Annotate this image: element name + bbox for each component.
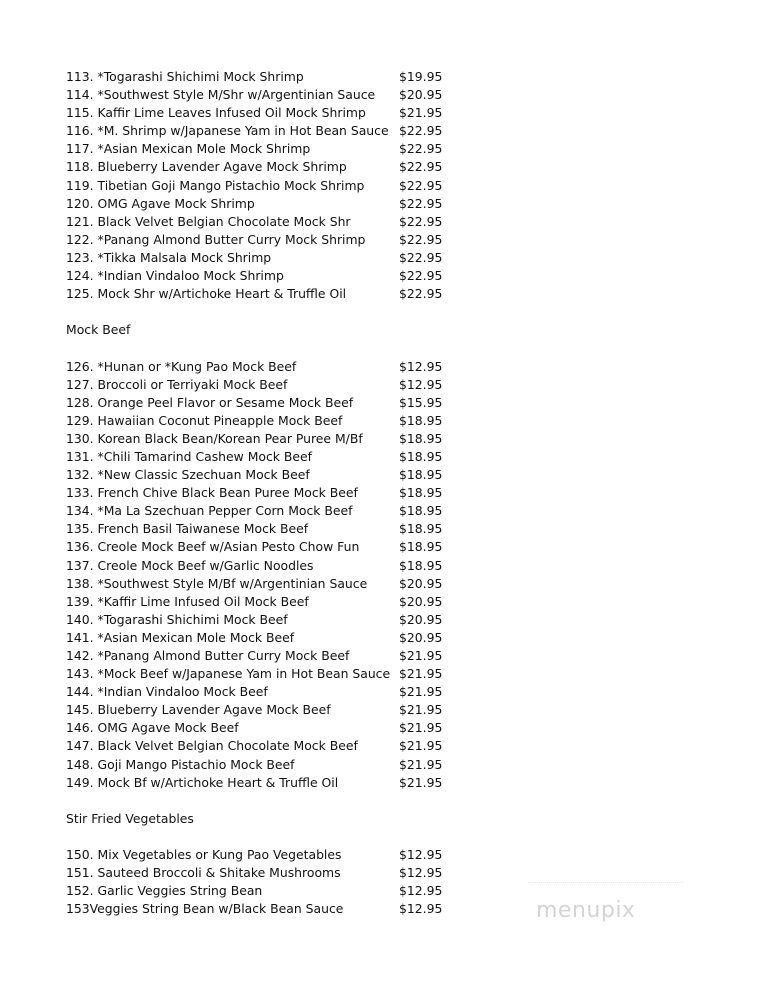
item-price: $18.95 xyxy=(399,448,443,464)
list-item xyxy=(66,611,466,629)
list-item xyxy=(66,86,466,104)
item-price: $20.95 xyxy=(399,593,443,609)
list-item xyxy=(66,502,466,520)
item-name: 130. Korean Black Bean/Korean Pear Puree M/Bf xyxy=(66,430,363,446)
item-name: 147. Black Velvet Belgian Chocolate Mock Beef xyxy=(66,738,358,754)
item-name: 137. Creole Mock Beef w/Garlic Noodles xyxy=(66,557,314,573)
list-item xyxy=(66,520,466,538)
list-item xyxy=(66,267,466,285)
item-price: $18.95 xyxy=(399,557,443,573)
item-price: $20.95 xyxy=(399,575,443,591)
menupix-watermark: menupix xyxy=(536,898,636,923)
list-item xyxy=(66,394,466,412)
menu-page xyxy=(66,68,466,918)
item-price: $22.95 xyxy=(399,195,443,211)
stir-fried-vegetables-section xyxy=(66,810,466,919)
mock-beef-section xyxy=(66,321,466,791)
item-price: $22.95 xyxy=(399,249,443,265)
item-price: $18.95 xyxy=(399,430,443,446)
list-item xyxy=(66,647,466,665)
list-item xyxy=(66,448,466,466)
item-name: 152. Garlic Veggies String Bean xyxy=(66,883,263,899)
item-price: $18.95 xyxy=(399,503,443,519)
item-price: $22.95 xyxy=(399,213,443,229)
item-name: 136. Creole Mock Beef w/Asian Pesto Chow Fun xyxy=(66,539,360,555)
item-price: $12.95 xyxy=(399,847,443,863)
list-item xyxy=(66,557,466,575)
list-item xyxy=(66,412,466,430)
item-name: 150. Mix Vegetables or Kung Pao Vegetables xyxy=(66,847,342,863)
item-price: $22.95 xyxy=(399,159,443,175)
item-price: $21.95 xyxy=(399,720,443,736)
item-name: 124. *Indian Vindaloo Mock Shrimp xyxy=(66,268,284,284)
list-item xyxy=(66,701,466,719)
item-price: $18.95 xyxy=(399,485,443,501)
item-price: $21.95 xyxy=(399,702,443,718)
list-item xyxy=(66,231,466,249)
item-name: 116. *M. Shrimp w/Japanese Yam in Hot Bean Sauce xyxy=(66,123,389,139)
item-name: 142. *Panang Almond Butter Curry Mock Beef xyxy=(66,648,350,663)
item-price: $22.95 xyxy=(399,141,443,157)
list-item xyxy=(66,285,466,303)
item-price: $22.95 xyxy=(399,286,443,302)
item-price: $12.95 xyxy=(399,376,443,392)
item-price: $22.95 xyxy=(399,231,443,247)
list-item xyxy=(66,358,466,376)
list-item xyxy=(66,68,466,86)
item-name: 129. Hawaiian Coconut Pineapple Mock Beef xyxy=(66,412,343,428)
item-name: 131. *Chili Tamarind Cashew Mock Beef xyxy=(66,448,313,464)
list-item xyxy=(66,158,466,176)
item-name: 148. Goji Mango Pistachio Mock Beef xyxy=(66,756,295,772)
item-name: 140. *Togarashi Shichimi Mock Beef xyxy=(66,611,288,627)
list-item xyxy=(66,195,466,213)
item-price: $21.95 xyxy=(399,648,443,663)
item-name: 123. *Tikka Malsala Mock Shrimp xyxy=(66,249,272,265)
list-item xyxy=(66,538,466,556)
list-item xyxy=(66,900,466,918)
item-price: $21.95 xyxy=(399,666,443,682)
list-item xyxy=(66,683,466,701)
item-name: 143. *Mock Beef w/Japanese Yam in Hot Bean Sauce xyxy=(66,666,391,682)
watermark-divider xyxy=(528,882,684,887)
list-item xyxy=(66,249,466,267)
item-price: $20.95 xyxy=(399,629,443,645)
item-price: $18.95 xyxy=(399,539,443,555)
list-item xyxy=(66,376,466,394)
item-name: 125. Mock Shr w/Artichoke Heart & Truffle Oil xyxy=(66,286,347,302)
list-item xyxy=(66,629,466,647)
item-price: $12.95 xyxy=(399,901,443,917)
item-name: 139. *Kaffir Lime Infused Oil Mock Beef xyxy=(66,593,309,609)
item-price: $22.95 xyxy=(399,123,443,139)
item-price: $21.95 xyxy=(399,738,443,754)
item-price: $19.95 xyxy=(399,69,443,84)
list-item xyxy=(66,665,466,683)
list-item xyxy=(66,484,466,502)
item-name: 119. Tibetian Goji Mango Pistachio Mock Shrimp xyxy=(66,177,365,193)
item-name: 146. OMG Agave Mock Beef xyxy=(66,720,239,736)
item-price: $22.95 xyxy=(399,177,443,193)
list-item xyxy=(66,140,466,158)
list-item xyxy=(66,864,466,882)
item-name: 144. *Indian Vindaloo Mock Beef xyxy=(66,684,268,700)
list-item xyxy=(66,466,466,484)
list-item xyxy=(66,177,466,195)
list-item xyxy=(66,719,466,737)
item-name: 127. Broccoli or Terriyaki Mock Beef xyxy=(66,376,288,392)
item-name: 132. *New Classic Szechuan Mock Beef xyxy=(66,467,310,483)
list-item xyxy=(66,575,466,593)
list-item xyxy=(66,737,466,755)
item-price: $18.95 xyxy=(399,521,443,537)
item-name: 145. Blueberry Lavender Agave Mock Beef xyxy=(66,702,331,718)
item-price: $20.95 xyxy=(399,611,443,627)
item-price: $22.95 xyxy=(399,268,443,284)
item-name: 151. Sauteed Broccoli & Shitake Mushrooms xyxy=(66,865,341,881)
item-name: 153Veggies String Bean w/Black Bean Sauce xyxy=(66,901,344,917)
list-item xyxy=(66,846,466,864)
item-price: $18.95 xyxy=(399,467,443,483)
list-item xyxy=(66,882,466,900)
item-name: 138. *Southwest Style M/Bf w/Argentinian Sauce xyxy=(66,575,368,591)
item-name: 114. *Southwest Style M/Shr w/Argentinian Sauce xyxy=(66,87,376,103)
item-name: 141. *Asian Mexican Mole Mock Beef xyxy=(66,629,295,645)
item-price: $21.95 xyxy=(399,756,443,772)
item-price: $12.95 xyxy=(399,358,443,374)
item-price: $21.95 xyxy=(399,774,443,790)
item-name: 115. Kaffir Lime Leaves Infused Oil Mock Shrimp xyxy=(66,105,366,121)
item-name: 149. Mock Bf w/Artichoke Heart & Truffle Oil xyxy=(66,774,339,790)
mock-shrimp-section xyxy=(66,68,466,303)
item-name: 120. OMG Agave Mock Shrimp xyxy=(66,195,255,211)
item-name: 118. Blueberry Lavender Agave Mock Shrimp xyxy=(66,159,347,175)
item-price: $15.95 xyxy=(399,394,443,410)
item-price: $21.95 xyxy=(399,684,443,700)
item-name: 128. Orange Peel Flavor or Sesame Mock Beef xyxy=(66,394,354,410)
item-name: 126. *Hunan or *Kung Pao Mock Beef xyxy=(66,358,297,374)
list-item xyxy=(66,213,466,231)
item-name: 117. *Asian Mexican Mole Mock Shrimp xyxy=(66,141,311,157)
item-price: $21.95 xyxy=(399,105,443,121)
section-heading: Mock Beef xyxy=(66,322,131,338)
item-price: $20.95 xyxy=(399,87,443,103)
item-price: $12.95 xyxy=(399,865,443,881)
list-item xyxy=(66,774,466,792)
item-name: 122. *Panang Almond Butter Curry Mock Shrimp xyxy=(66,231,366,247)
item-price: $12.95 xyxy=(399,883,443,899)
item-name: 135. French Basil Taiwanese Mock Beef xyxy=(66,521,309,537)
list-item xyxy=(66,122,466,140)
list-item xyxy=(66,430,466,448)
item-name: 113. *Togarashi Shichimi Mock Shrimp xyxy=(66,69,304,84)
item-name: 121. Black Velvet Belgian Chocolate Mock Shr xyxy=(66,213,351,229)
item-name: 134. *Ma La Szechuan Pepper Corn Mock Beef xyxy=(66,503,353,519)
item-price: $18.95 xyxy=(399,412,443,428)
list-item xyxy=(66,756,466,774)
item-name: 133. French Chive Black Bean Puree Mock Beef xyxy=(66,485,358,501)
list-item xyxy=(66,593,466,611)
list-item xyxy=(66,104,466,122)
section-heading: Stir Fried Vegetables xyxy=(66,810,194,826)
